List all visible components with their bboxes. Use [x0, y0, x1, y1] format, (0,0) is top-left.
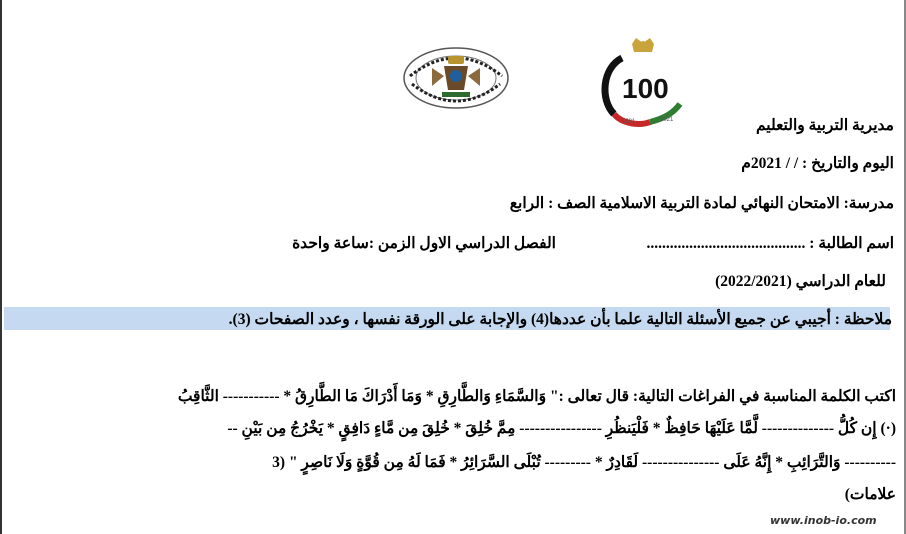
question1-line2: (·) إِن كُلُّ -------------- لَّمَّا عَلَيْهَا حَافِظٌ * فَلْيَنظُرِ ---------------- مِمَّ خُلِقَ * خُلِقَ مِن مَّاءٍ دَافِقٍ * يَخْرُجُ مِن بَيْنِ --	[227, 420, 896, 437]
svg-text:1921: 1921	[622, 119, 636, 125]
ministry-seal-logo	[402, 46, 510, 110]
student-name-line: اسم الطالبة : .........................................	[646, 235, 894, 252]
question1-line1: اكتب الكلمة المناسبة في الفراغات التالية: قال تعالى :" وَالسَّمَاءِ وَالطَّارِقِ * وَمَا أَدْرَاكَ مَا الطَّارِقُ * ----------- الثَّاقِبُ	[177, 388, 896, 405]
question1-line3: ---------- وَالتَّرَائِبِ * إِنَّهُ عَلَى --------------- لَقَادِرٌ * --------- تُبْلَى السَّرَائِرُ * فَمَا لَهُ مِن قُوَّةٍ وَلَا نَاصِرٍ " (3	[272, 454, 896, 471]
academic-year-line: للعام الدراسي (2022/2021)	[715, 273, 886, 290]
svg-text:100: 100	[622, 73, 669, 104]
school-exam-line: مدرسة: الامتحان النهائي لمادة التربية الاسلامية الصف : الرابع	[509, 195, 894, 212]
note-text: ملاحظة : أجيبي عن جميع الأسئلة التالية علما بأن عددها(4) والإجابة على الورقة نفسها ، وعدد الصفحات (3).	[228, 311, 892, 328]
centenary-100-logo	[600, 38, 686, 128]
watermark-url: www.inob-io.com	[770, 514, 877, 527]
question1-line4: علامات)	[844, 486, 896, 503]
directorate-title: مديرية التربية والتعليم	[755, 117, 894, 134]
date-line: اليوم والتاريخ : / / 2021م	[741, 155, 894, 172]
svg-text:2021: 2021	[660, 117, 674, 123]
semester-time-line: الفصل الدراسي الاول الزمن :ساعة واحدة	[292, 235, 556, 252]
page-border-left	[0, 0, 2, 534]
